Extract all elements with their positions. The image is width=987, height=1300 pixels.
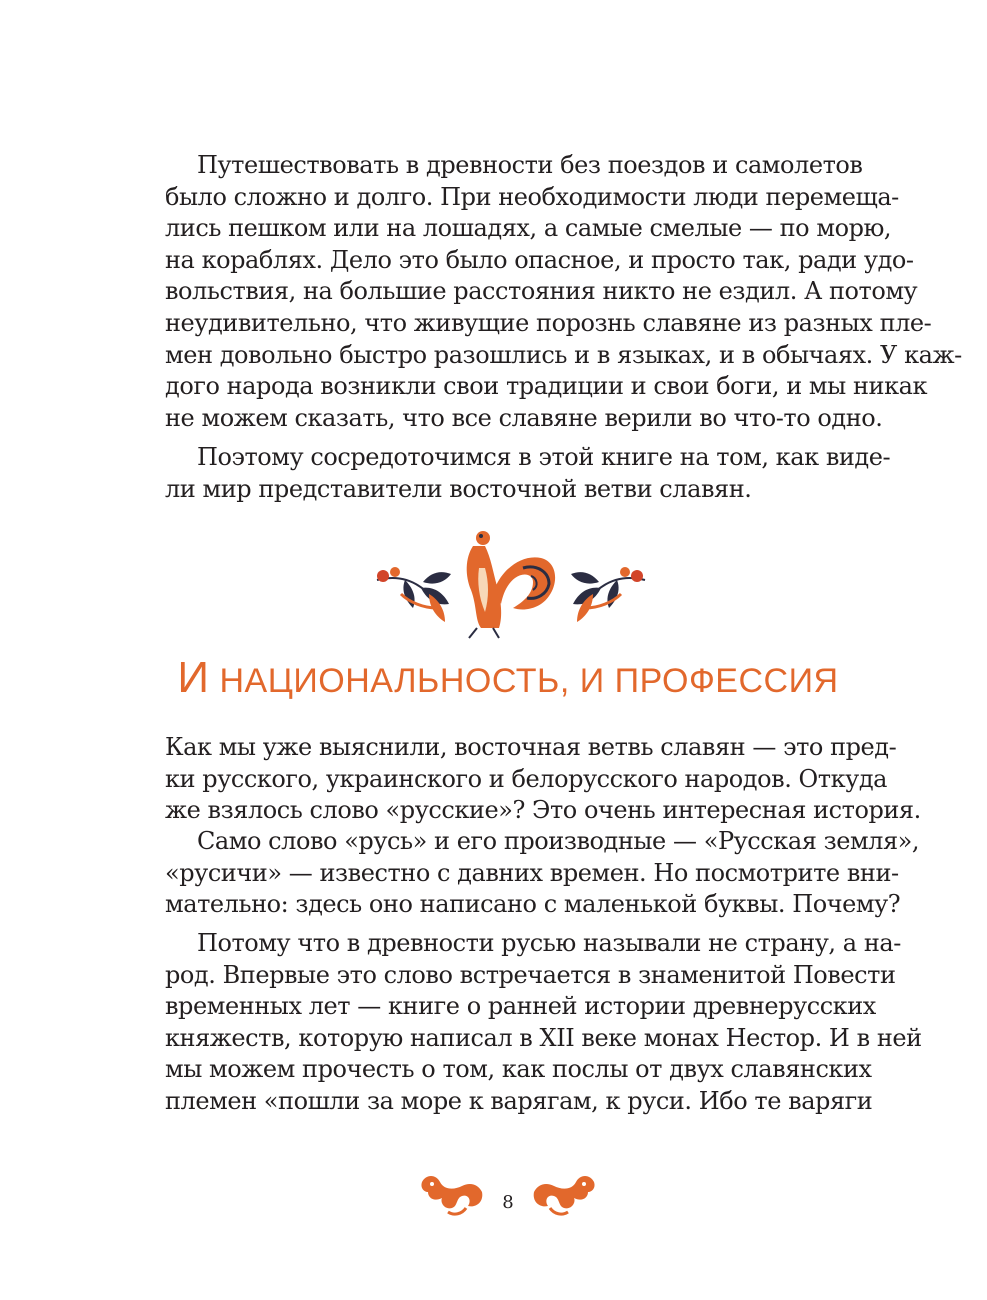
paragraph-travel [165,150,962,434]
text-line: же взялось слово «русские»? Это очень интересная история. [165,796,921,825]
page-number: 8 [502,1192,514,1213]
text-line: Путешествовать в древности без поездов и самолетов [197,151,863,179]
section-heading [165,654,851,705]
text-line: лись пешком или на лошадях, а самые смелые — по морю, [165,214,892,243]
left-floral-branch [377,567,451,622]
text-line: было сложно и долго. При необходимости люди перемеща- [165,182,899,211]
text-line: мен довольно быстро разошлись и в языках, и в обычаях. У каж- [165,340,962,369]
text-line: не можем сказать, что все славяне верили во что-то одно. [165,403,883,432]
floral-scroll-icon [418,1172,486,1218]
text-line: временных лет — книге о ранней истории древнерусских [165,992,876,1021]
paragraph-chronicle [165,928,922,1118]
text-line: Как мы уже выяснили, восточная ветвь славян — это пред- [165,733,897,761]
paragraph-word-rus [165,826,920,921]
text-line: Потому что в древности русью называли не страну, а на- [197,929,901,957]
text-line: ки русского, украинского и белорусского народов. Откуда [165,764,888,793]
paragraph-origin [165,732,921,827]
text-line: Поэтому сосредоточимся в этой книге на том, как виде- [197,443,891,471]
text-line: племен «пошли за море к варягам, к руси. Ибо те варяги [165,1086,873,1115]
text-line: неудивительно, что живущие порознь славяне из разных пле- [165,308,932,337]
paragraph-east-slavs [165,442,891,505]
right-floral-branch [571,567,645,622]
floral-scroll-icon [530,1172,598,1218]
text-line: мательно: здесь оно написано с маленькой буквы. Почему? [165,890,901,919]
squirrel-with-floral-branches-icon [373,528,649,643]
heading-first-letter: И [177,653,210,702]
text-line: ли мир представители восточной ветви славян. [165,474,752,503]
text-line: Само слово «русь» и его производные — «Русская земля», [197,827,920,855]
text-line: «русичи» — известно с давних времен. Но посмотрите вни- [165,858,899,887]
text-line: род. Впервые это слово встречается в знаменитой Повести [165,960,896,989]
text-line: княжеств, которую написал в XII веке монах Нестор. И в ней [165,1023,922,1052]
heading-rest: НАЦИОНАЛЬНОСТЬ, И ПРОФЕССИЯ [209,662,839,700]
squirrel [467,531,555,638]
text-line: дого народа возникли свои традиции и свои боги, и мы никак [165,372,928,401]
text-line: мы можем прочесть о том, как послы от двух славянских [165,1055,872,1084]
text-line: на кораблях. Дело это было опасное, и просто так, ради удо- [165,245,914,274]
text-line: вольствия, на большие расстояния никто не ездил. А потому [165,277,918,306]
